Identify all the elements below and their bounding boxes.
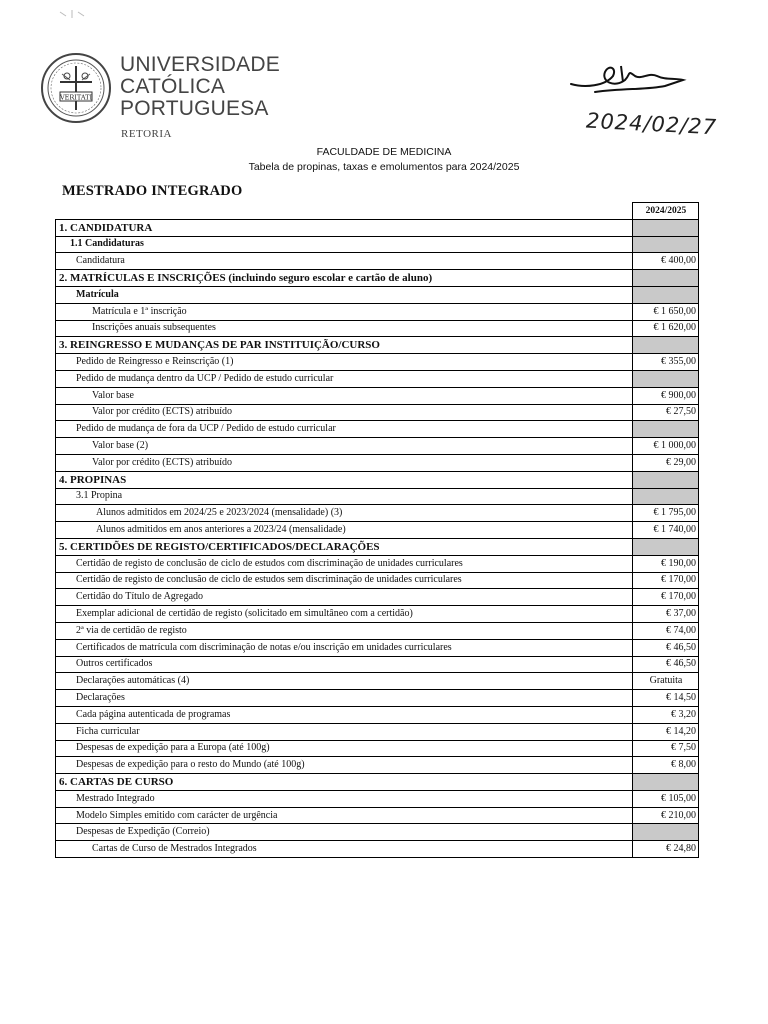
document-subtitle: Tabela de propinas, taxas e emolumentos para 2024/2025 [248, 161, 520, 173]
table-row [56, 673, 699, 690]
fee-value: € 170,00 [633, 589, 699, 606]
fee-value [633, 270, 699, 287]
fee-value [633, 286, 699, 303]
fee-description: Despesas de Expedição (Correio) [56, 824, 633, 841]
fee-value: € 400,00 [633, 253, 699, 270]
handwritten-date: 2024/02/27 [585, 108, 718, 140]
fee-description: Pedido de mudança dentro da UCP / Pedido de estudo curricular [56, 370, 633, 387]
fee-description: Pedido de mudança de fora da UCP / Pedido de estudo curricular [56, 421, 633, 438]
section-heading: 2. MATRÍCULAS E INSCRIÇÕES (incluindo seguro escolar e cartão de aluno) [56, 270, 633, 287]
fee-value [633, 337, 699, 354]
table-row [56, 488, 699, 505]
fee-description: Matrícula e 1ª inscrição [56, 303, 633, 320]
table-section-row [56, 219, 699, 236]
fee-value: € 29,00 [633, 454, 699, 471]
fee-description: Outros certificados [56, 656, 633, 673]
table-row [56, 555, 699, 572]
table-header-spacer [56, 203, 633, 220]
table-row [56, 505, 699, 522]
fee-value: € 1 620,00 [633, 320, 699, 337]
fee-value [633, 236, 699, 253]
table-row [56, 606, 699, 623]
fee-value [633, 774, 699, 791]
fee-value: € 7,50 [633, 740, 699, 757]
fee-value [633, 824, 699, 841]
section-heading: 1. CANDIDATURA [56, 219, 633, 236]
university-name-line-2: CATÓLICA [120, 75, 226, 98]
fee-value: € 1 650,00 [633, 303, 699, 320]
fee-value: € 24,80 [633, 841, 699, 858]
table-row [56, 286, 699, 303]
university-name-line-3: PORTUGUESA [120, 97, 269, 120]
fee-value: € 170,00 [633, 572, 699, 589]
fee-value: € 46,50 [633, 639, 699, 656]
fee-description: Despesas de expedição para a Europa (até 100g) [56, 740, 633, 757]
section-heading: 6. CARTAS DE CURSO [56, 774, 633, 791]
fee-value: € 46,50 [633, 656, 699, 673]
table-row [56, 656, 699, 673]
table-row [56, 639, 699, 656]
fee-description: Cartas de Curso de Mestrados Integrados [56, 841, 633, 858]
table-row [56, 690, 699, 707]
fee-description: Valor base (2) [56, 438, 633, 455]
table-row [56, 790, 699, 807]
fee-description: 1.1 Candidaturas [56, 236, 633, 253]
fee-value: € 355,00 [633, 354, 699, 371]
fee-description: Despesas de expedição para o resto do Mundo (até 100g) [56, 757, 633, 774]
scan-artifact-marks [58, 8, 88, 22]
fee-value [633, 538, 699, 555]
fee-value: € 900,00 [633, 387, 699, 404]
table-section-row [56, 471, 699, 488]
table-row [56, 387, 699, 404]
fee-description: Certidão de registo de conclusão de ciclo de estudos sem discriminação de unidades curriculares [56, 572, 633, 589]
fees-table [55, 202, 699, 858]
fee-description: Declarações automáticas (4) [56, 673, 633, 690]
fee-description: Valor por crédito (ECTS) atribuído [56, 404, 633, 421]
fee-value [633, 219, 699, 236]
table-row [56, 841, 699, 858]
fee-description: 3.1 Propina [56, 488, 633, 505]
year-column-header: 2024/2025 [633, 203, 699, 220]
fee-description: Alunos admitidos em anos anteriores a 2023/24 (mensalidade) [56, 522, 633, 539]
table-row [56, 438, 699, 455]
table-row [56, 404, 699, 421]
fee-value: € 37,00 [633, 606, 699, 623]
fee-value: € 1 795,00 [633, 505, 699, 522]
fee-description: Alunos admitidos em 2024/25 e 2023/2024 (mensalidade) (3) [56, 505, 633, 522]
table-row [56, 807, 699, 824]
table-header-row [56, 203, 699, 220]
fee-value: € 190,00 [633, 555, 699, 572]
fees-table-container [55, 202, 698, 858]
table-row [56, 454, 699, 471]
fee-value: Gratuita [633, 673, 699, 690]
table-row [56, 253, 699, 270]
fee-value [633, 488, 699, 505]
fee-description: Ficha curricular [56, 723, 633, 740]
table-row [56, 354, 699, 371]
fee-description: Valor por crédito (ECTS) atribuído [56, 454, 633, 471]
seal-label: VERITATI [59, 93, 93, 102]
section-heading: 5. CERTIDÕES DE REGISTO/CERTIFICADOS/DECLARAÇÕES [56, 538, 633, 555]
fee-value: € 14,20 [633, 723, 699, 740]
table-row [56, 622, 699, 639]
fee-value: € 8,00 [633, 757, 699, 774]
table-row [56, 723, 699, 740]
table-row [56, 589, 699, 606]
fee-description: Certificados de matrícula com discriminação de notas e/ou inscrição em unidades curriculares [56, 639, 633, 656]
table-section-row [56, 337, 699, 354]
fee-value [633, 370, 699, 387]
fee-value: € 14,50 [633, 690, 699, 707]
fee-description: Certidão do Título de Agregado [56, 589, 633, 606]
fee-value [633, 471, 699, 488]
table-row [56, 421, 699, 438]
table-row [56, 757, 699, 774]
fee-description: Exemplar adicional de certidão de registo (solicitado em simultâneo com a certidão) [56, 606, 633, 623]
fee-value: € 27,50 [633, 404, 699, 421]
faculty-name: FACULDADE DE MEDICINA [316, 146, 452, 158]
table-section-row [56, 270, 699, 287]
table-section-row [56, 774, 699, 791]
fee-description: Modelo Simples emitido com carácter de urgência [56, 807, 633, 824]
table-row [56, 320, 699, 337]
handwritten-signature [565, 58, 695, 98]
letterhead [0, 0, 768, 180]
fee-description: Declarações [56, 690, 633, 707]
section-heading: 4. PROPINAS [56, 471, 633, 488]
table-row [56, 740, 699, 757]
fee-value [633, 421, 699, 438]
university-name [120, 54, 280, 120]
section-heading: 3. REINGRESSO E MUDANÇAS DE PAR INSTITUIÇÃO/CURSO [56, 337, 633, 354]
fee-value: € 74,00 [633, 622, 699, 639]
fee-value: € 1 000,00 [633, 438, 699, 455]
table-row [56, 824, 699, 841]
unit-label: RETORIA [121, 128, 172, 140]
university-seal-icon [40, 52, 112, 124]
fee-description: Certidão de registo de conclusão de ciclo de estudos com discriminação de unidades curriculares [56, 555, 633, 572]
fee-description: Valor base [56, 387, 633, 404]
table-row [56, 572, 699, 589]
fee-value: € 1 740,00 [633, 522, 699, 539]
fee-description: Matrícula [56, 286, 633, 303]
fee-description: Candidatura [56, 253, 633, 270]
section-title: MESTRADO INTEGRADO [62, 183, 243, 199]
table-row [56, 303, 699, 320]
table-section-row [56, 538, 699, 555]
table-row [56, 522, 699, 539]
fee-description: Inscrições anuais subsequentes [56, 320, 633, 337]
table-row [56, 236, 699, 253]
fee-description: Pedido de Reingresso e Reinscrição (1) [56, 354, 633, 371]
university-name-line-1: UNIVERSIDADE [120, 53, 280, 76]
fee-description: Mestrado Integrado [56, 790, 633, 807]
table-row [56, 706, 699, 723]
fee-value: € 3,20 [633, 706, 699, 723]
fees-table-body [56, 203, 699, 858]
fee-value: € 105,00 [633, 790, 699, 807]
fee-description: Cada página autenticada de programas [56, 706, 633, 723]
table-row [56, 370, 699, 387]
fee-value: € 210,00 [633, 807, 699, 824]
fee-description: 2ª via de certidão de registo [56, 622, 633, 639]
